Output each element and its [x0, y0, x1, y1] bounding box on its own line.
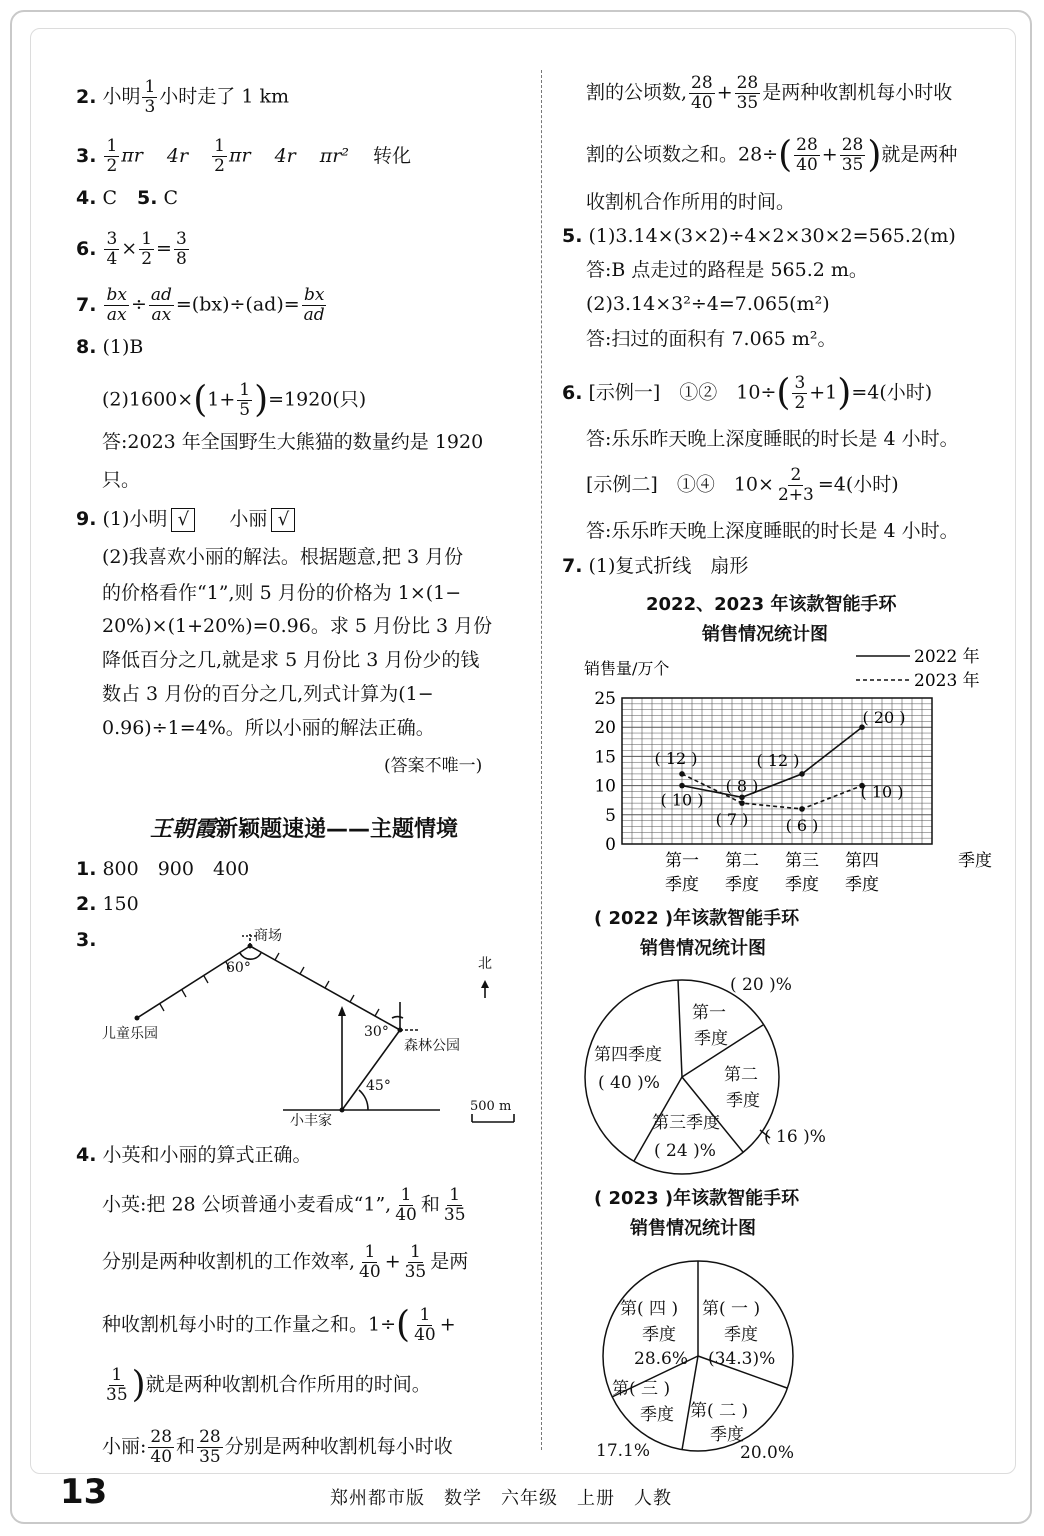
answer-9-part1: 9. (1)小明 √ 小丽 √	[76, 505, 295, 533]
legend-label-2023: 2023 年	[914, 671, 980, 691]
pie1-q2-a: 第二	[724, 1065, 758, 1085]
answer-6-line1: 6. [示例一] ①② 10÷( $\frac{3}{2}$ +1)=4(小时)	[562, 372, 933, 414]
answer-7: 7. $\frac{bx}{ax}$ ÷ $\frac{ad}{ax}$ =(bx)÷(ad)= $\frac{bx}{ad}$	[76, 285, 325, 325]
angle-45-label: 45°	[366, 1078, 391, 1094]
x-tick-label: 第三	[785, 851, 819, 871]
y-tick-label: 5	[605, 805, 616, 826]
y-tick-label: 10	[594, 776, 616, 797]
x-tick-label: 季度	[725, 875, 759, 892]
pie2-q1-b: 季度	[724, 1325, 758, 1345]
angle-60-label: 60°	[226, 960, 251, 976]
y-tick-label: 25	[594, 689, 616, 709]
angle-30-label: 30°	[364, 1024, 389, 1040]
x-tick-label: 季度	[845, 875, 879, 892]
page-number: 13	[60, 1472, 108, 1512]
pie1-q3: 第三季度	[652, 1113, 720, 1133]
answer-7-line1: 7. (1)复式折线 扇形	[562, 555, 749, 577]
answer-6-line3: [示例二] ①④ 10× $\frac{2}{2+3}$ =4(小时)	[586, 465, 899, 505]
answer-4-5: 4. C 5. C	[76, 187, 179, 209]
route-diagram	[100, 920, 530, 1130]
answer-2: 2. 小明 $\frac{1}{3}$ 小时走了 1 km	[76, 77, 289, 117]
data-label: ( 10 )	[660, 790, 704, 810]
column-divider	[541, 70, 542, 1450]
data-point	[679, 771, 685, 777]
x-tick-label: 第四	[845, 851, 879, 871]
data-label: ( 12 )	[756, 750, 800, 770]
topic-answer-4-line1: 小英:把 28 公顷普通小麦看成“1”, $\frac{1}{40}$ 和 $\frac{1}{35}$	[102, 1185, 466, 1225]
data-point	[739, 800, 745, 806]
pie1-q1-a: 第一	[692, 1003, 726, 1023]
pie2-q3-a: 第( 三 )	[612, 1379, 671, 1399]
answer-9-line: (2)我喜欢小丽的解法。根据题意,把 3 月份	[102, 546, 464, 568]
answer-6: 6. $\frac{3}{4}$ × $\frac{1}{2}$ = $\frac{3}{8}$	[76, 229, 187, 269]
pie2-title: ( 2023 )年该款智能手环	[594, 1188, 800, 1209]
cont-line-1: 割的公顷数, $\frac{28}{40}$ + $\frac{28}{35}$ 是两种收割机每小时收	[586, 73, 953, 113]
data-label: ( 8 )	[725, 776, 759, 796]
answer-9-line: 0.96)÷1=4%。所以小丽的解法正确。	[102, 717, 435, 739]
topic-answer-4-line2: 分别是两种收割机的工作效率, $\frac{1}{40}$ + $\frac{1}{35}$ 是两	[102, 1242, 469, 1282]
playground-label: 儿童乐园	[102, 1026, 158, 1042]
topic-answer-3: 3.	[76, 929, 97, 951]
pie2-subtitle: 销售情况统计图	[630, 1218, 756, 1239]
pie2-q3-b: 季度	[640, 1405, 674, 1425]
data-label: ( 6 )	[785, 815, 819, 835]
pie2-q4-b: 季度	[642, 1325, 676, 1345]
pie2-q2-a: 第( 二 )	[690, 1401, 749, 1421]
cont-line-3: 收割机合作所用的时间。	[586, 191, 796, 213]
pie1-q4-pct: ( 40 )%	[598, 1073, 660, 1093]
data-point	[799, 806, 805, 812]
chart-title: 2022、2023 年该款智能手环	[646, 594, 897, 615]
mall-label: 商场	[254, 928, 282, 944]
line-chart	[580, 642, 1000, 892]
answer-5-line1: 5. (1)3.14×(3×2)÷4×2×30×2=565.2(m)	[562, 225, 956, 247]
y-tick-label: 20	[594, 718, 616, 739]
cont-line-2: 割的公顷数之和。28÷( $\frac{28}{40}$ + $\frac{28}{35}$ )就是两种	[586, 134, 958, 176]
pie2-q3-pct: 17.1%	[596, 1441, 651, 1461]
pie2-q2-b: 季度	[710, 1425, 744, 1445]
pie-chart-2023	[590, 1250, 850, 1462]
data-point	[799, 771, 805, 777]
answer-9-line: 数占 3 月份的百分之几,列式计算为(1−	[102, 683, 434, 705]
answer-8-part2: (2)1600×(1+ $\frac{1}{5}$ )=1920(只)	[102, 379, 367, 421]
answer-8-part1: 8. (1)B	[76, 336, 144, 358]
x-tick-label: 季度	[665, 875, 699, 892]
pie-chart-2022	[580, 960, 860, 1180]
pie2-q4-a: 第( 四 )	[620, 1299, 679, 1319]
topic-answer-4-head: 4. 小英和小丽的算式正确。	[76, 1144, 312, 1166]
y-tick-label: 15	[594, 747, 616, 768]
data-point	[739, 794, 745, 800]
answer-5-line4: 答:扫过的面积有 7.065 m²。	[586, 328, 837, 350]
pie1-title: ( 2022 )年该款智能手环	[594, 908, 800, 929]
answer-9-line: 20%)×(1+20%)=0.96。求 5 月份比 3 月份	[102, 615, 493, 637]
answer-note: (答案不唯一)	[384, 756, 483, 776]
north-label: 北	[478, 956, 492, 972]
chart-subtitle: 销售情况统计图	[702, 624, 828, 645]
forest-park-label: 森林公园	[404, 1038, 460, 1054]
scale-label: 500 m	[470, 1099, 512, 1114]
x-axis-label: 季度	[958, 851, 992, 871]
y-axis-label: 销售量/万个	[584, 659, 670, 678]
x-tick-label: 第一	[665, 851, 699, 871]
answer-6-line2: 答:乐乐昨天晚上深度睡眠的时长是 4 小时。	[586, 428, 959, 450]
pie2-q1-pct: (34.3)%	[708, 1349, 776, 1369]
page-footer	[60, 1472, 960, 1518]
data-label: ( 10 )	[860, 782, 904, 802]
data-label: ( 12 )	[654, 748, 698, 768]
topic-answer-4-line5: 小丽: $\frac{28}{40}$ 和 $\frac{28}{35}$ 分别是两种收割机每小时收	[102, 1427, 453, 1467]
pie2-q2-pct: 20.0%	[740, 1443, 795, 1462]
pie1-q2-pct: ( 16 )%	[764, 1127, 826, 1147]
answer-9-line: 降低百分之几,就是求 5 月份比 3 月份少的钱	[102, 649, 480, 671]
pie2-q1-a: 第( 一 )	[702, 1299, 761, 1319]
legend-label-2022: 2022 年	[914, 647, 980, 667]
data-label: ( 20 )	[862, 708, 906, 728]
answer-5-line2: 答:B 点走过的路程是 565.2 m。	[586, 259, 868, 281]
pie1-subtitle: 销售情况统计图	[640, 938, 766, 959]
check-box: √	[171, 508, 195, 532]
answer-5-line3: (2)3.14×3²÷4=7.065(m²)	[586, 293, 830, 315]
answer-8-reply-1: 答:2023 年全国野生大熊猫的数量约是 1920	[102, 431, 484, 453]
data-point	[679, 783, 685, 789]
topic-answer-2: 2. 150	[76, 893, 139, 915]
footer-text: 郑州都市版 数学 六年级 上册 人教	[330, 1488, 672, 1509]
answer-9-line: 的价格看作“1”,则 5 月份的价格为 1×(1−	[102, 582, 462, 604]
topic-answer-4-line4: $\frac{1}{35}$ )就是两种收割机合作所用的时间。	[106, 1364, 431, 1406]
x-tick-label: 季度	[785, 875, 819, 892]
pie2-q4-pct: 28.6%	[634, 1349, 689, 1369]
answer-8-reply-2: 只。	[102, 469, 141, 491]
topic-answer-1: 1. 800 900 400	[76, 858, 250, 880]
check-box: √	[271, 508, 295, 532]
data-label: ( 7 )	[715, 810, 749, 830]
pie1-q1-pct: ( 20 )%	[730, 975, 792, 995]
pie1-q1-b: 季度	[694, 1029, 728, 1049]
pie1-q2-b: 季度	[726, 1091, 760, 1111]
home-label: 小丰家	[290, 1113, 332, 1129]
pie1-q4: 第四季度	[594, 1045, 662, 1065]
topic-answer-4-line3: 种收割机每小时的工作量之和。1÷( $\frac{1}{40}$ +	[102, 1304, 456, 1346]
section-title: 王朝霞新颖题速递——主题情境	[150, 816, 459, 842]
x-tick-label: 第二	[725, 851, 759, 871]
answer-6-line4: 答:乐乐昨天晚上深度睡眠的时长是 4 小时。	[586, 520, 959, 542]
pie1-q3-pct: ( 24 )%	[654, 1141, 716, 1161]
answer-3: 3. $\frac{1}{2}$ πr 4r $\frac{1}{2}$ πr 4r πr² 转化	[76, 136, 412, 176]
y-tick-label: 0	[605, 835, 616, 855]
